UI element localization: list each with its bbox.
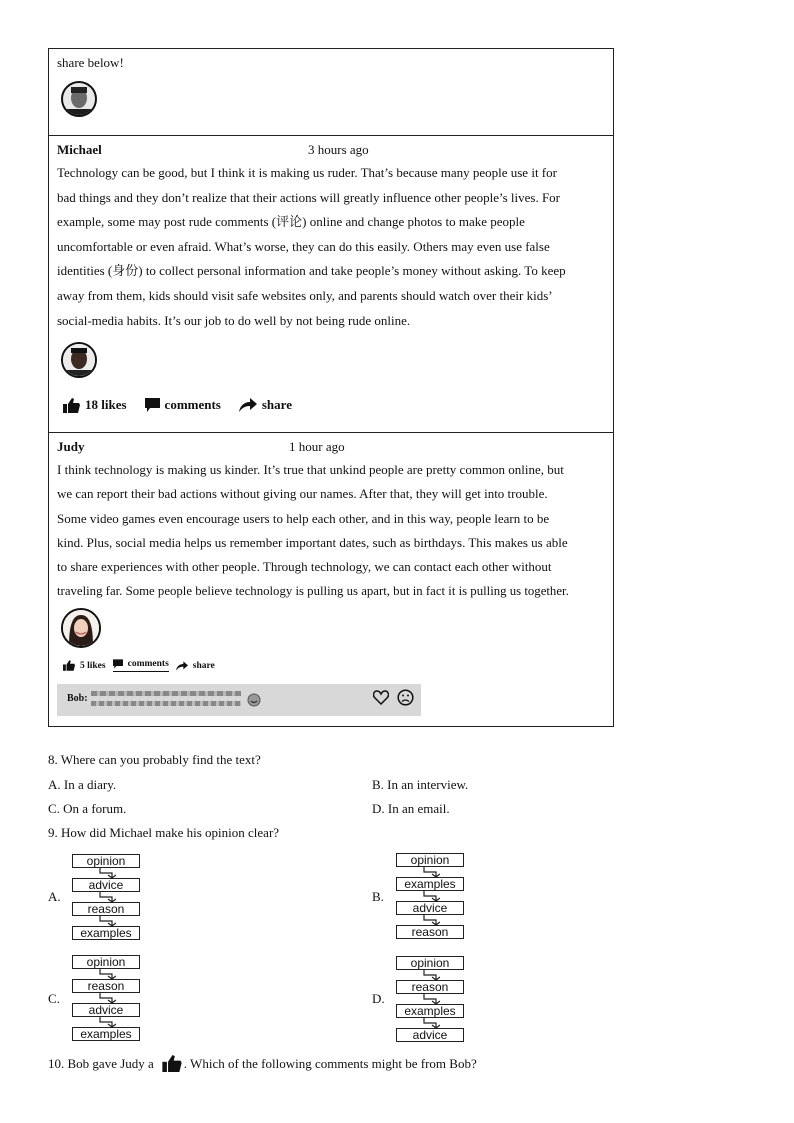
post-michael xyxy=(48,135,614,433)
frown-icon[interactable] xyxy=(397,689,414,706)
post-line: uncomfortable or even afraid. What’s worse, they can do this easily. Others may even use false xyxy=(57,238,550,254)
post-line: I think technology is making us kinder. It’s true that unkind people are pretty common online, but xyxy=(57,462,564,477)
comments-button[interactable] xyxy=(113,659,169,672)
comments-button[interactable] xyxy=(145,397,221,413)
flow-step: opinion xyxy=(396,853,464,867)
post-time: 3 hours ago xyxy=(308,142,369,157)
flow-arrow-icon xyxy=(420,891,440,901)
smile-icon xyxy=(247,693,261,707)
flow-step: advice xyxy=(72,1003,140,1017)
blurred-comment-text xyxy=(91,701,241,706)
like-button[interactable] xyxy=(63,397,127,413)
flow-arrow-icon xyxy=(96,892,116,902)
flow-step: opinion xyxy=(72,854,140,868)
share-icon xyxy=(239,398,257,412)
q8-option-a[interactable]: A. In a diary. xyxy=(48,777,117,792)
flow-arrow-icon xyxy=(96,969,116,979)
post-judy xyxy=(48,432,614,727)
post-line: traveling far. Some people believe technology is pulling us apart, but in fact it is pulling us together. xyxy=(57,584,569,599)
q8-option-b[interactable]: B. In an interview. xyxy=(372,777,469,792)
thumbs-up-icon xyxy=(162,1055,182,1072)
flow-step: reason xyxy=(72,902,140,916)
author-name: Michael xyxy=(57,142,102,157)
flow-arrow-icon xyxy=(420,970,440,980)
thumbs-up-icon xyxy=(63,660,75,671)
flow-arrow-icon xyxy=(96,916,116,926)
question-10 xyxy=(48,1055,477,1072)
post-line: away from them, kids should visit safe websites only, and parents should watch over their kids’ xyxy=(57,287,553,303)
action-bar xyxy=(63,659,222,672)
flow-step: examples xyxy=(72,1027,140,1041)
comment-icon xyxy=(145,398,160,412)
likes-count: 18 likes xyxy=(85,397,127,412)
post-time: 1 hour ago xyxy=(289,439,345,454)
q10-text-after: . Which of the following comments might be from Bob? xyxy=(183,1055,477,1071)
like-button[interactable] xyxy=(63,660,106,671)
post-line: example, some may post rude comments (评论) online and change photos to make people xyxy=(57,214,525,230)
avatar xyxy=(61,608,101,648)
share-label: share xyxy=(261,397,292,412)
likes-count: 5 likes xyxy=(80,660,106,671)
action-bar xyxy=(63,397,310,413)
question-8: 8. Where can you probably find the text? xyxy=(48,752,261,767)
q10-text-before: 10. Bob gave Judy a xyxy=(48,1055,154,1071)
comments-label: comments xyxy=(164,397,221,412)
flow-arrow-icon xyxy=(96,1017,116,1027)
flow-arrow-icon xyxy=(420,1018,440,1028)
author-name: Judy xyxy=(57,439,85,454)
q9-option-d-label[interactable]: D. xyxy=(372,991,385,1006)
post-line: kind. Plus, social media helps us remember important dates, such as birthdays. This makes us able xyxy=(57,534,568,550)
avatar-face-icon xyxy=(63,83,95,115)
share-button[interactable] xyxy=(239,397,292,413)
flow-step: examples xyxy=(396,877,464,891)
thumbs-up-icon xyxy=(63,398,80,413)
avatar xyxy=(61,81,97,117)
share-button[interactable] xyxy=(176,661,215,671)
post-top-fragment xyxy=(48,48,614,136)
avatar-face-icon xyxy=(63,610,99,646)
flow-arrow-icon xyxy=(420,867,440,877)
share-icon xyxy=(176,661,188,671)
flow-step: advice xyxy=(396,1028,464,1042)
flow-step: examples xyxy=(396,1004,464,1018)
avatar xyxy=(61,342,97,378)
flow-arrow-icon xyxy=(96,868,116,878)
flow-step: reason xyxy=(396,925,464,939)
flow-arrow-icon xyxy=(420,994,440,1004)
flow-step: reason xyxy=(72,979,140,993)
comments-label: comments xyxy=(127,659,169,669)
flow-step: reason xyxy=(396,980,464,994)
heart-icon[interactable] xyxy=(373,690,389,705)
reply-author: Bob: xyxy=(67,693,88,704)
post-line: to share experiences with other people. Through technology, we can contact each other without xyxy=(57,559,552,575)
flow-step: advice xyxy=(396,901,464,915)
post-body xyxy=(57,161,606,333)
q8-option-d[interactable]: D. In an email. xyxy=(372,801,450,816)
question-9: 9. How did Michael make his opinion clear? xyxy=(48,825,280,840)
post-body xyxy=(57,458,606,604)
flow-step: examples xyxy=(72,926,140,940)
reply-box[interactable] xyxy=(57,684,421,716)
flow-step: opinion xyxy=(72,955,140,969)
post-line: social-media habits. It’s our job to do well by not being rude online. xyxy=(57,312,411,328)
q9-option-b-label[interactable]: B. xyxy=(372,889,384,904)
share-label: share xyxy=(192,660,215,671)
q8-option-c[interactable]: C. On a forum. xyxy=(48,801,127,816)
avatar-face-icon xyxy=(63,344,95,376)
blurred-comment-text xyxy=(91,691,241,696)
post-line: bad things and they don’t realize that their actions will greatly influence other people’s lives. For xyxy=(57,189,561,205)
flow-step: opinion xyxy=(396,956,464,970)
post-line: we can report their bad actions without giving our names. After that, they will get into trouble. xyxy=(57,486,548,502)
q9-option-c-label[interactable]: C. xyxy=(48,991,60,1006)
q9-option-a-label[interactable]: A. xyxy=(48,889,61,904)
flow-step: advice xyxy=(72,878,140,892)
post-top-text: share below! xyxy=(57,55,124,70)
post-line: identities (身份) to collect personal information and take people’s money without asking. To keep xyxy=(57,263,566,279)
comment-icon xyxy=(113,659,123,669)
flow-arrow-icon xyxy=(96,993,116,1003)
flow-arrow-icon xyxy=(420,915,440,925)
post-line: Some video games even encourage users to help each other, and in this way, people learn to be xyxy=(57,510,550,526)
post-line: Technology can be good, but I think it is making us ruder. That’s because many people use it for xyxy=(57,165,557,180)
